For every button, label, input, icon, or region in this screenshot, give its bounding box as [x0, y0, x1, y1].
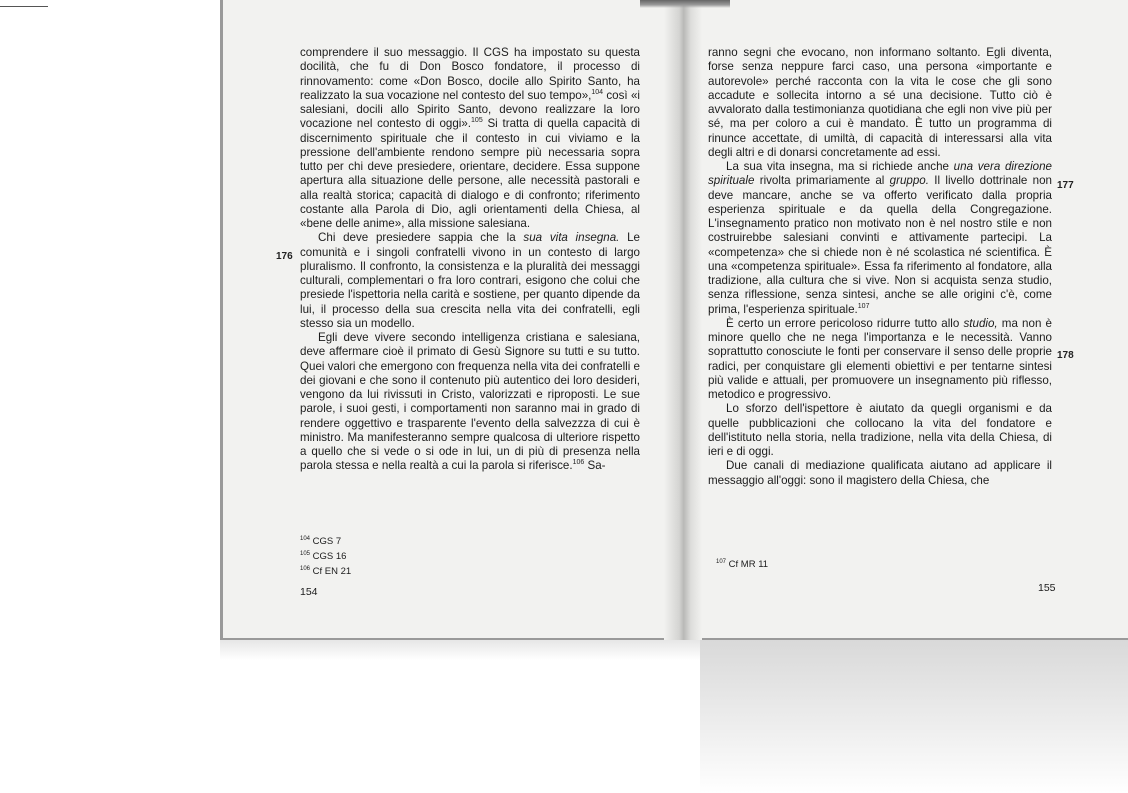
paragraph: Chi deve presiedere sappia che la sua vita insegna. Le comunità e i singoli confratelli vivono in un contesto di largo pluralismo. Il confronto, la consistenza e la pluralità dei messaggi culturali, complementari o fra loro contrari, esigono che colui che presiede l'ispettoria nella carità e sostiene, per quanto dipende da lui, il processo della sua crescita nella vita dei confratelli, egli stesso sia un modello. — [300, 231, 641, 330]
paragraph: Egli deve vivere secondo intelligenza cristiana e salesiana, deve affermare cioè il primato di Gesù Signore su tutti e su tutto. Quei valori che emergono con frequenza nella vita dei confratelli e dei giovani e che sono il contenuto più autentico dei loro desideri, vengono da lui rivissuti in Cristo, valorizzati e riproposti. Le sue parole, i suoi gesti, i comportamenti non saranno mai in grado di rendere oggettivo e trasparente l'evento della salvezzza di cui è ministro. Ma manifesteranno sempre qualcosa di ulteriore rispetto a quello che si vede o si ode in lui, un di più di presenza nella parola stessa e nella realtà a cui la parola si riferisce.$^{106}$ Sa- — [300, 331, 640, 473]
book-spine — [664, 0, 702, 640]
paragraph: La sua vita insegna, ma si richiede anche una vera direzione spirituale rivolta primariamente al gruppo. Il livello dottrinale non deve mancare, anche se va offerto verificato dalla propria esperienza spirituale e da quella della Congregazione. L'insegnamento pratico non motivato non è nel nostro stile e non costruirebbe salesiani convinti e attivamente partecipi. La «competenza» che si chiede non è né scolastica né scientifica. È una «competenza spirituale». Essa fa riferimento al fondatore, alla tradizione, alla cultura che si vive. Non si acquista senza studio, senza riflessione, senza sintesi, anche se alle origini c'è, come prima, l'esperienza spirituale.$^{107}$ — [708, 160, 1053, 316]
margin-section-number: 178 — [1057, 350, 1074, 361]
book-spine-top — [640, 0, 730, 8]
page-number-left: 154 — [300, 586, 318, 598]
footnote: $^{106}$ Cf EN 21 — [300, 566, 352, 578]
margin-section-number: 176 — [276, 251, 293, 262]
book-edge-left — [220, 0, 223, 640]
paragraph: È certo un errore pericoloso ridurre tutto allo studio, ma non è minore quello che ne nega l'importanza e le necessità. Vanno soprattutto conosciute le fonti per conservare il senso delle proprie radici, per conquistare gli elementi obiettivi e per tentarne sintesi più valide e attuali, per promuovere un insegnamento più riflesso, metodico e progressivo. — [708, 316, 1052, 401]
footnote-ref: 104 — [591, 88, 604, 96]
footnote-ref: 105 — [471, 117, 483, 125]
paragraph: comprendere il suo messaggio. Il CGS ha impostato su questa docilità, che fu di Don Bosco fondatore, il processo di rinnovamento: come «Don Bosco, docile allo Spirito Santo, ha realizzato la sua vocazione nel contesto del suo tempo»,$^{104}$ così «i salesiani, docili allo Spirito Santo, devono realizzare la loro vocazione nel contesto di oggi».$^{105}$ Si tratta di quella capacità di discernimento spirituale che il contesto in cui viviamo e la pressione dell'ambiente rendono sempre più necessaria sopra tutto per chi deve presiedere, orientare, decidere. Essa suppone apertura alla situazione delle persone, alle necessità pastorali e alla realtà storica; capacità di dialogo e di confronto; riferimento costante alla Parola di Dio, agli orientamenti della Chiesa, al «bene delle anime», alla missione salesiana. — [300, 46, 640, 230]
page-number-right: 155 — [1038, 582, 1056, 594]
footnote: $^{105}$ CGS 16 — [300, 551, 347, 563]
margin-section-number: 177 — [1057, 180, 1074, 191]
footnote: $^{107}$ Cf MR 11 — [716, 559, 769, 571]
paragraph: ranno segni che evocano, non informano soltanto. Egli diventa, forse senza neppure farci caso, una persona «importante e autorevole» perché racconta con la vita le cose che gli sono accadute e sollecita intorno a sé una decisione. Tutto ciò è avvalorato dalla testimonianza quotidiana che egli non vive più per sé, ma per coloro a cui è mandato. È tutto un programma di rinunce accettate, di umiltà, di capacità di interessarsi alla vita degli altri e di donarsi concretamente ad essi. — [708, 46, 1052, 159]
right-footnotes — [716, 556, 768, 571]
paragraph: Due canali di mediazione qualificata aiutano ad applicare il messaggio all'oggi: sono il magistero della Chiesa, che — [708, 459, 1052, 487]
page-shadow — [220, 640, 700, 660]
right-page-body — [708, 46, 1052, 488]
footnote-ref: 106 — [572, 459, 585, 467]
left-footnotes — [300, 533, 351, 578]
footnote: $^{104}$ CGS 7 — [300, 536, 342, 548]
page-shadow — [700, 640, 1128, 793]
scan-artifact-line — [0, 6, 48, 7]
left-page-body — [300, 46, 640, 474]
footnote-ref: 107 — [857, 302, 870, 310]
paragraph: Lo sforzo dell'ispettore è aiutato da quegli organismi e da quelle pubblicazioni che collocano la vita del fondatore e dell'istituto nella storia, nella tradizione, nella vita della Chiesa, di ieri e di oggi. — [708, 402, 1052, 458]
